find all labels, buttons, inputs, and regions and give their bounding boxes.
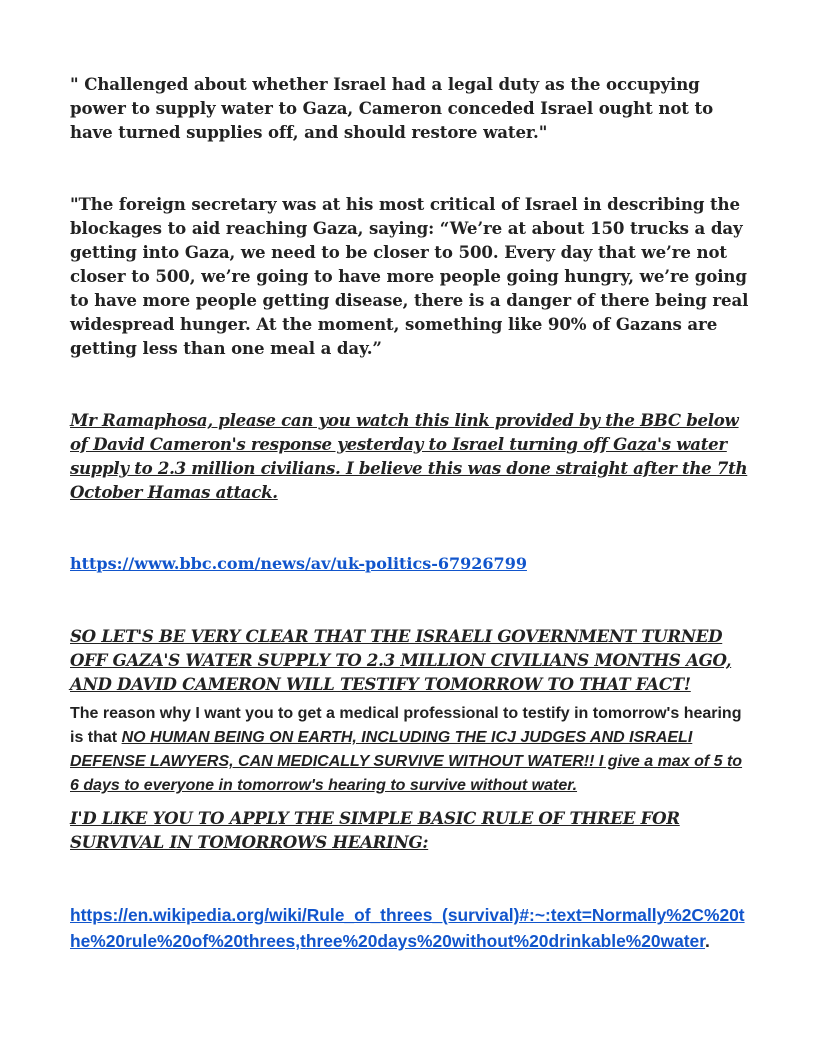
- wiki-link-paragraph: [70, 902, 750, 954]
- reason-prefix: The reason why I want you to get a medical professional to testify in tomorrow's hearing is that: [70, 705, 742, 746]
- reason-paragraph: [70, 702, 750, 798]
- cameron-water-quote: " Challenged about whether Israel had a legal duty as the occupying power to supply water to Gaza, Cameron conceded Israel ought not to have turned supplies off, and should restore water.": [70, 74, 714, 142]
- document-page: [70, 72, 750, 954]
- clear-statement: SO LET'S BE VERY CLEAR THAT THE ISRAELI GOVERNMENT TURNED OFF GAZA'S WATER SUPPLY TO 2.3 MILLION CIVILIANS MONTHS AGO, AND DAVID CAMERON WILL TESTIFY TOMORROW TO THAT FACT!: [70, 626, 732, 694]
- bbc-link-paragraph: [70, 552, 750, 576]
- rule-of-three-request: I'D LIKE YOU TO APPLY THE SIMPLE BASIC RULE OF THREE FOR SURVIVAL IN TOMORROWS HEARING:: [70, 808, 680, 852]
- wiki-link-period: .: [705, 931, 710, 951]
- reason-emphasis: NO HUMAN BEING ON EARTH, INCLUDING THE ICJ JUDGES AND ISRAELI DEFENSE LAWYERS, CAN MEDICALLY SURVIVE WITHOUT WATER!! I give a max of 5 to 6 days to everyone in tomorrow's hearing to survive without water.: [70, 729, 743, 794]
- ramaphosa-request: Mr Ramaphosa, please can you watch this link provided by the BBC below of David Cameron's response yesterday to Israel turning off Gaza's water supply to 2.3 million civilians. I believe this was done straight after the 7th October Hamas attack.: [70, 410, 748, 502]
- wikipedia-rule-of-threes-link[interactable]: https://en.wikipedia.org/wiki/Rule_of_threes_(survival)#:~:text=Normally%2C%20the%20rule%20of%20threes,three%20days%20without%20drinkable%20water: [70, 905, 745, 951]
- bbc-video-link[interactable]: https://www.bbc.com/news/av/uk-politics-67926799: [70, 554, 527, 573]
- foreign-secretary-quote: "The foreign secretary was at his most critical of Israel in describing the blockages to aid reaching Gaza, saying: “We’re at about 150 trucks a day getting into Gaza, we need to be closer to 500. Every day that we’re not closer to 500, we’re going to have more people going hungry, we’re going to have more people getting disease, there is a danger of there being real widespread hunger. At the moment, something like 90% of Gazans are getting less than one meal a day.”: [70, 194, 749, 358]
